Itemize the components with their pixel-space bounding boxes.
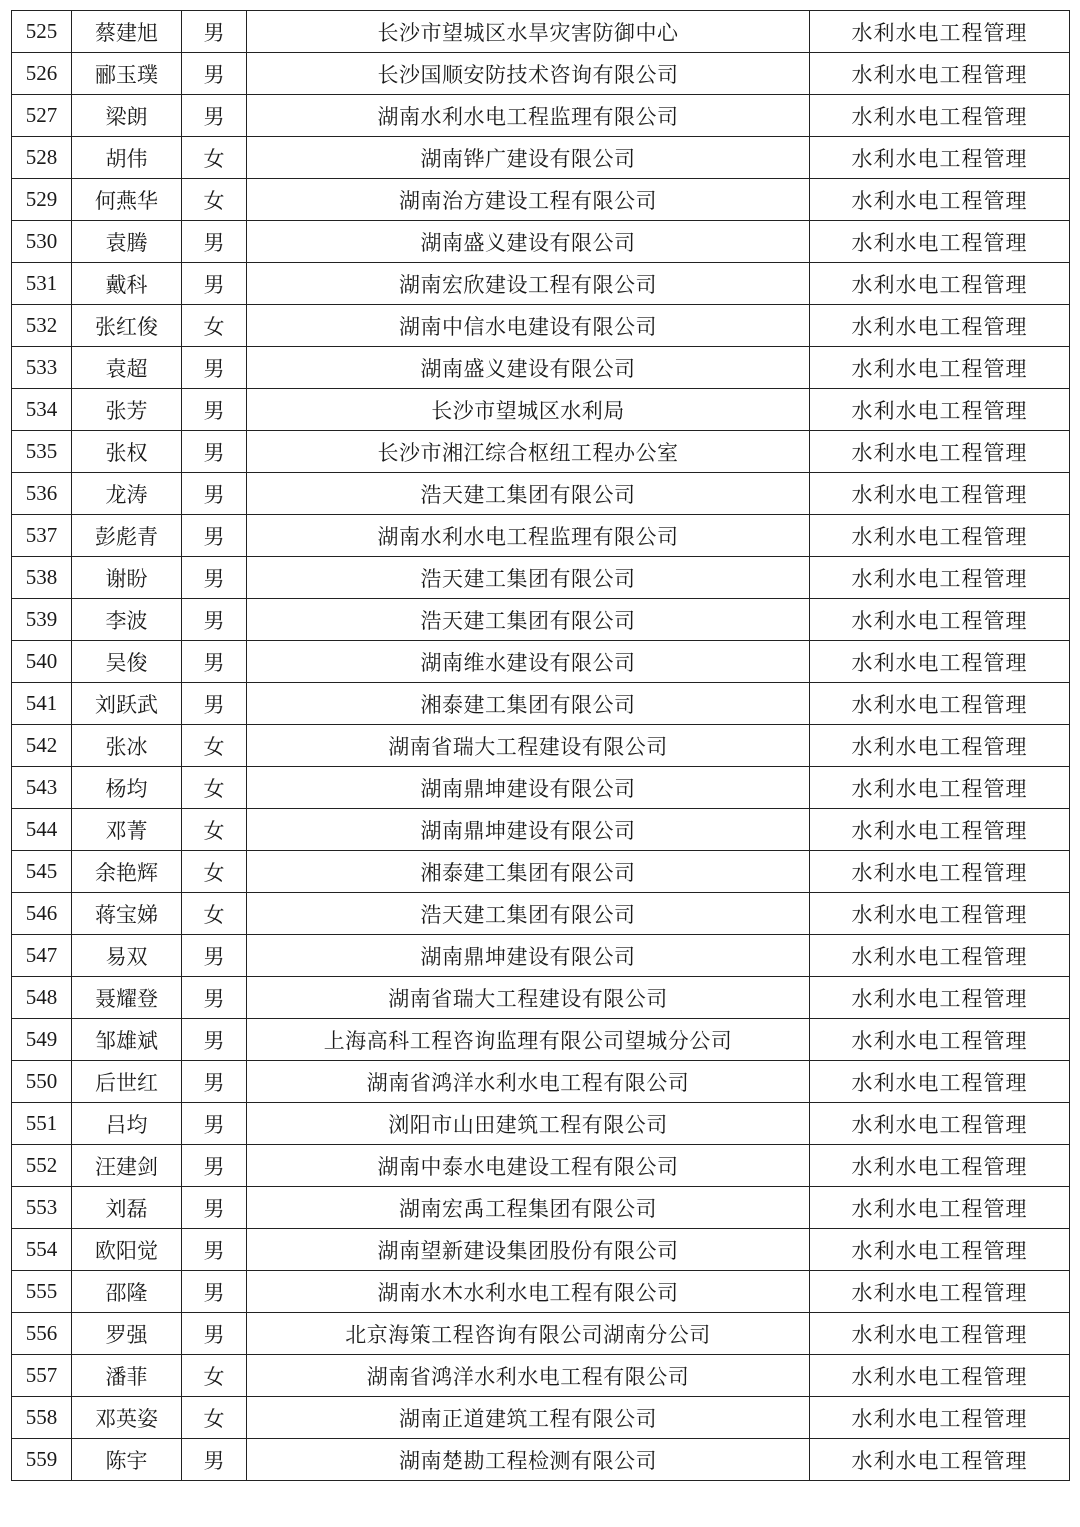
table-row [12, 1271, 1070, 1313]
table-row [12, 851, 1070, 893]
gender-cell: 男 [182, 599, 247, 641]
gender-cell: 男 [182, 683, 247, 725]
organization-cell: 浩天建工集团有限公司 [247, 599, 810, 641]
profession-cell: 水利水电工程管理 [810, 1397, 1070, 1439]
organization-cell: 湖南省瑞大工程建设有限公司 [247, 725, 810, 767]
table-row [12, 767, 1070, 809]
organization-cell: 湘泰建工集团有限公司 [247, 851, 810, 893]
person-name-cell: 梁朗 [72, 95, 182, 137]
organization-cell: 湖南盛义建设有限公司 [247, 221, 810, 263]
table-row [12, 305, 1070, 347]
person-name-cell: 龙涛 [72, 473, 182, 515]
row-number-cell: 553 [12, 1187, 72, 1229]
row-number-cell: 531 [12, 263, 72, 305]
organization-cell: 长沙市湘江综合枢纽工程办公室 [247, 431, 810, 473]
table-row [12, 1397, 1070, 1439]
table-row [12, 641, 1070, 683]
gender-cell: 女 [182, 1397, 247, 1439]
table-row [12, 347, 1070, 389]
table-row [12, 725, 1070, 767]
person-name-cell: 蔡建旭 [72, 11, 182, 53]
table-row [12, 1229, 1070, 1271]
person-name-cell: 后世红 [72, 1061, 182, 1103]
person-name-cell: 聂耀登 [72, 977, 182, 1019]
gender-cell: 男 [182, 1061, 247, 1103]
profession-cell: 水利水电工程管理 [810, 893, 1070, 935]
row-number-cell: 551 [12, 1103, 72, 1145]
profession-cell: 水利水电工程管理 [810, 1229, 1070, 1271]
row-number-cell: 540 [12, 641, 72, 683]
organization-cell: 浩天建工集团有限公司 [247, 557, 810, 599]
person-name-cell: 邹雄斌 [72, 1019, 182, 1061]
profession-cell: 水利水电工程管理 [810, 1187, 1070, 1229]
person-name-cell: 欧阳觉 [72, 1229, 182, 1271]
table-row [12, 599, 1070, 641]
profession-cell: 水利水电工程管理 [810, 1103, 1070, 1145]
organization-cell: 湖南中泰水电建设工程有限公司 [247, 1145, 810, 1187]
table-row [12, 431, 1070, 473]
organization-cell: 湖南水木水利水电工程有限公司 [247, 1271, 810, 1313]
profession-cell: 水利水电工程管理 [810, 515, 1070, 557]
profession-cell: 水利水电工程管理 [810, 431, 1070, 473]
gender-cell: 女 [182, 809, 247, 851]
profession-cell: 水利水电工程管理 [810, 977, 1070, 1019]
gender-cell: 男 [182, 515, 247, 557]
organization-cell: 上海高科工程咨询监理有限公司望城分公司 [247, 1019, 810, 1061]
row-number-cell: 532 [12, 305, 72, 347]
roster-body [12, 11, 1070, 1481]
table-row [12, 137, 1070, 179]
profession-cell: 水利水电工程管理 [810, 683, 1070, 725]
profession-cell: 水利水电工程管理 [810, 11, 1070, 53]
person-name-cell: 汪建剑 [72, 1145, 182, 1187]
profession-cell: 水利水电工程管理 [810, 1355, 1070, 1397]
profession-cell: 水利水电工程管理 [810, 1145, 1070, 1187]
profession-cell: 水利水电工程管理 [810, 1439, 1070, 1481]
person-name-cell: 邓英姿 [72, 1397, 182, 1439]
table-row [12, 893, 1070, 935]
row-number-cell: 547 [12, 935, 72, 977]
profession-cell: 水利水电工程管理 [810, 767, 1070, 809]
person-name-cell: 胡伟 [72, 137, 182, 179]
gender-cell: 男 [182, 347, 247, 389]
profession-cell: 水利水电工程管理 [810, 263, 1070, 305]
organization-cell: 湖南宏禹工程集团有限公司 [247, 1187, 810, 1229]
row-number-cell: 541 [12, 683, 72, 725]
gender-cell: 女 [182, 851, 247, 893]
row-number-cell: 525 [12, 11, 72, 53]
gender-cell: 男 [182, 1187, 247, 1229]
person-name-cell: 杨均 [72, 767, 182, 809]
person-name-cell: 余艳辉 [72, 851, 182, 893]
person-name-cell: 张冰 [72, 725, 182, 767]
organization-cell: 长沙国顺安防技术咨询有限公司 [247, 53, 810, 95]
person-name-cell: 易双 [72, 935, 182, 977]
organization-cell: 北京海策工程咨询有限公司湖南分公司 [247, 1313, 810, 1355]
row-number-cell: 539 [12, 599, 72, 641]
table-row [12, 389, 1070, 431]
row-number-cell: 552 [12, 1145, 72, 1187]
organization-cell: 浩天建工集团有限公司 [247, 893, 810, 935]
gender-cell: 女 [182, 305, 247, 347]
row-number-cell: 529 [12, 179, 72, 221]
person-name-cell: 张红俊 [72, 305, 182, 347]
person-name-cell: 邓菁 [72, 809, 182, 851]
person-name-cell: 吴俊 [72, 641, 182, 683]
organization-cell: 湘泰建工集团有限公司 [247, 683, 810, 725]
roster-table [11, 10, 1070, 1481]
person-name-cell: 李波 [72, 599, 182, 641]
table-row [12, 1103, 1070, 1145]
person-name-cell: 刘跃武 [72, 683, 182, 725]
gender-cell: 女 [182, 137, 247, 179]
row-number-cell: 526 [12, 53, 72, 95]
gender-cell: 男 [182, 95, 247, 137]
organization-cell: 湖南望新建设集团股份有限公司 [247, 1229, 810, 1271]
row-number-cell: 556 [12, 1313, 72, 1355]
organization-cell: 长沙市望城区水旱灾害防御中心 [247, 11, 810, 53]
table-row [12, 1061, 1070, 1103]
profession-cell: 水利水电工程管理 [810, 347, 1070, 389]
profession-cell: 水利水电工程管理 [810, 221, 1070, 263]
profession-cell: 水利水电工程管理 [810, 641, 1070, 683]
person-name-cell: 吕均 [72, 1103, 182, 1145]
gender-cell: 男 [182, 431, 247, 473]
gender-cell: 男 [182, 977, 247, 1019]
table-row [12, 809, 1070, 851]
organization-cell: 湖南治方建设工程有限公司 [247, 179, 810, 221]
profession-cell: 水利水电工程管理 [810, 1271, 1070, 1313]
table-row [12, 179, 1070, 221]
gender-cell: 女 [182, 725, 247, 767]
gender-cell: 男 [182, 53, 247, 95]
row-number-cell: 534 [12, 389, 72, 431]
organization-cell: 湖南维水建设有限公司 [247, 641, 810, 683]
person-name-cell: 彭彪青 [72, 515, 182, 557]
person-name-cell: 谢盼 [72, 557, 182, 599]
profession-cell: 水利水电工程管理 [810, 1061, 1070, 1103]
person-name-cell: 刘磊 [72, 1187, 182, 1229]
table-row [12, 1187, 1070, 1229]
organization-cell: 浩天建工集团有限公司 [247, 473, 810, 515]
organization-cell: 湖南省鸿洋水利水电工程有限公司 [247, 1355, 810, 1397]
row-number-cell: 554 [12, 1229, 72, 1271]
row-number-cell: 543 [12, 767, 72, 809]
gender-cell: 男 [182, 389, 247, 431]
table-row [12, 1019, 1070, 1061]
table-row [12, 263, 1070, 305]
organization-cell: 湖南楚勘工程检测有限公司 [247, 1439, 810, 1481]
gender-cell: 男 [182, 1145, 247, 1187]
row-number-cell: 559 [12, 1439, 72, 1481]
gender-cell: 男 [182, 1313, 247, 1355]
person-name-cell: 蒋宝娣 [72, 893, 182, 935]
organization-cell: 湖南水利水电工程监理有限公司 [247, 515, 810, 557]
gender-cell: 女 [182, 893, 247, 935]
gender-cell: 男 [182, 11, 247, 53]
row-number-cell: 545 [12, 851, 72, 893]
row-number-cell: 538 [12, 557, 72, 599]
row-number-cell: 537 [12, 515, 72, 557]
table-row [12, 515, 1070, 557]
gender-cell: 男 [182, 1019, 247, 1061]
row-number-cell: 527 [12, 95, 72, 137]
row-number-cell: 548 [12, 977, 72, 1019]
table-row [12, 53, 1070, 95]
row-number-cell: 550 [12, 1061, 72, 1103]
gender-cell: 男 [182, 1439, 247, 1481]
person-name-cell: 袁超 [72, 347, 182, 389]
profession-cell: 水利水电工程管理 [810, 1019, 1070, 1061]
person-name-cell: 邵隆 [72, 1271, 182, 1313]
row-number-cell: 544 [12, 809, 72, 851]
gender-cell: 男 [182, 1271, 247, 1313]
row-number-cell: 555 [12, 1271, 72, 1313]
profession-cell: 水利水电工程管理 [810, 305, 1070, 347]
organization-cell: 湖南鼎坤建设有限公司 [247, 935, 810, 977]
organization-cell: 湖南鼎坤建设有限公司 [247, 809, 810, 851]
gender-cell: 女 [182, 767, 247, 809]
table-row [12, 1145, 1070, 1187]
profession-cell: 水利水电工程管理 [810, 95, 1070, 137]
person-name-cell: 郦玉璞 [72, 53, 182, 95]
row-number-cell: 542 [12, 725, 72, 767]
profession-cell: 水利水电工程管理 [810, 599, 1070, 641]
table-row [12, 1439, 1070, 1481]
person-name-cell: 戴科 [72, 263, 182, 305]
profession-cell: 水利水电工程管理 [810, 935, 1070, 977]
gender-cell: 男 [182, 935, 247, 977]
gender-cell: 男 [182, 1103, 247, 1145]
person-name-cell: 潘菲 [72, 1355, 182, 1397]
person-name-cell: 张权 [72, 431, 182, 473]
gender-cell: 男 [182, 1229, 247, 1271]
organization-cell: 湖南中信水电建设有限公司 [247, 305, 810, 347]
row-number-cell: 535 [12, 431, 72, 473]
organization-cell: 浏阳市山田建筑工程有限公司 [247, 1103, 810, 1145]
person-name-cell: 罗强 [72, 1313, 182, 1355]
gender-cell: 女 [182, 1355, 247, 1397]
gender-cell: 男 [182, 263, 247, 305]
row-number-cell: 558 [12, 1397, 72, 1439]
table-row [12, 1313, 1070, 1355]
table-row [12, 1355, 1070, 1397]
organization-cell: 湖南盛义建设有限公司 [247, 347, 810, 389]
organization-cell: 湖南正道建筑工程有限公司 [247, 1397, 810, 1439]
table-row [12, 473, 1070, 515]
profession-cell: 水利水电工程管理 [810, 473, 1070, 515]
organization-cell: 长沙市望城区水利局 [247, 389, 810, 431]
row-number-cell: 530 [12, 221, 72, 263]
gender-cell: 男 [182, 221, 247, 263]
table-row [12, 977, 1070, 1019]
gender-cell: 男 [182, 641, 247, 683]
profession-cell: 水利水电工程管理 [810, 809, 1070, 851]
row-number-cell: 549 [12, 1019, 72, 1061]
organization-cell: 湖南省鸿洋水利水电工程有限公司 [247, 1061, 810, 1103]
person-name-cell: 何燕华 [72, 179, 182, 221]
row-number-cell: 533 [12, 347, 72, 389]
table-row [12, 221, 1070, 263]
table-row [12, 557, 1070, 599]
profession-cell: 水利水电工程管理 [810, 725, 1070, 767]
person-name-cell: 张芳 [72, 389, 182, 431]
profession-cell: 水利水电工程管理 [810, 851, 1070, 893]
row-number-cell: 546 [12, 893, 72, 935]
table-row [12, 95, 1070, 137]
organization-cell: 湖南水利水电工程监理有限公司 [247, 95, 810, 137]
organization-cell: 湖南省瑞大工程建设有限公司 [247, 977, 810, 1019]
profession-cell: 水利水电工程管理 [810, 557, 1070, 599]
organization-cell: 湖南宏欣建设工程有限公司 [247, 263, 810, 305]
profession-cell: 水利水电工程管理 [810, 137, 1070, 179]
profession-cell: 水利水电工程管理 [810, 179, 1070, 221]
row-number-cell: 557 [12, 1355, 72, 1397]
gender-cell: 男 [182, 557, 247, 599]
gender-cell: 男 [182, 473, 247, 515]
profession-cell: 水利水电工程管理 [810, 389, 1070, 431]
profession-cell: 水利水电工程管理 [810, 1313, 1070, 1355]
person-name-cell: 陈宇 [72, 1439, 182, 1481]
profession-cell: 水利水电工程管理 [810, 53, 1070, 95]
table-row [12, 683, 1070, 725]
row-number-cell: 528 [12, 137, 72, 179]
gender-cell: 女 [182, 179, 247, 221]
table-row [12, 11, 1070, 53]
organization-cell: 湖南铧广建设有限公司 [247, 137, 810, 179]
row-number-cell: 536 [12, 473, 72, 515]
person-name-cell: 袁腾 [72, 221, 182, 263]
organization-cell: 湖南鼎坤建设有限公司 [247, 767, 810, 809]
table-row [12, 935, 1070, 977]
